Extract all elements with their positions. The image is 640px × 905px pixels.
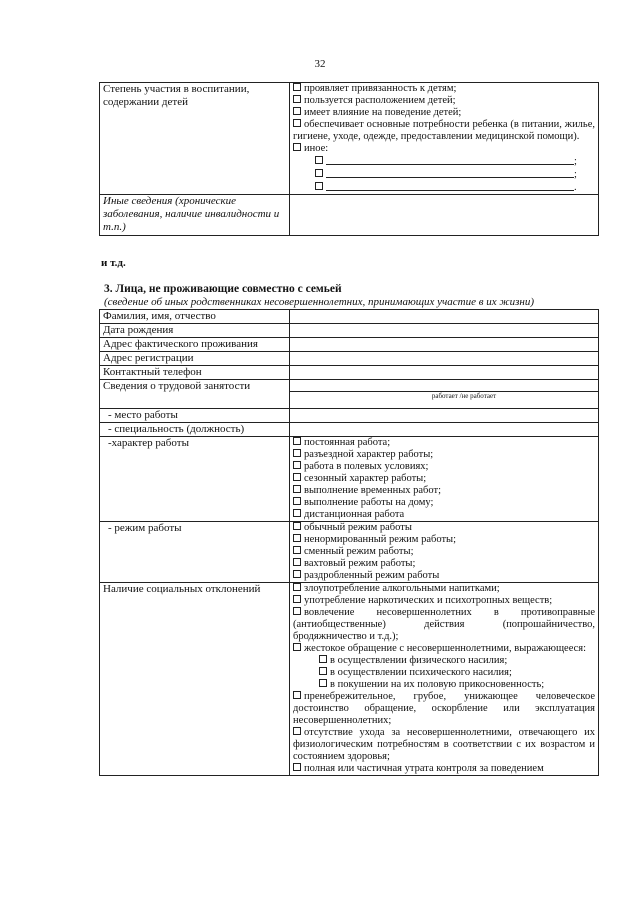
table-row <box>100 522 599 583</box>
option-seasonal[interactable]: сезонный характер работы; <box>293 473 595 485</box>
checkbox-icon <box>315 182 323 190</box>
etc-text: и т.д. <box>101 257 126 269</box>
checkbox-icon <box>293 119 301 127</box>
option-irregular[interactable]: ненормированный режим работы; <box>293 534 595 546</box>
option-regular[interactable]: обычный режим работы <box>293 522 595 534</box>
checkbox-icon <box>293 583 301 591</box>
option-shift[interactable]: сменный режим работы; <box>293 546 595 558</box>
checkbox-icon <box>293 522 301 530</box>
table-row <box>100 380 599 409</box>
checkbox-icon <box>319 667 327 675</box>
checkbox-icon <box>293 107 301 115</box>
checkbox-icon <box>293 595 301 603</box>
option-cruelty[interactable]: жестокое обращение с несовершеннолетними, выражающееся: <box>293 643 595 655</box>
option-traveling[interactable]: разъездной характер работы; <box>293 449 595 461</box>
participation-options <box>290 83 599 195</box>
option-involvement[interactable]: вовлечение несовершеннолетних в противоправные (антиобщественные) действия (попрошайничество, бродяжничество и т.д.); <box>293 607 595 642</box>
checkbox-icon <box>315 156 323 164</box>
checkbox-icon <box>293 763 301 771</box>
fio-label: Фамилия, имя, отчество <box>100 310 290 324</box>
checkbox-icon <box>293 497 301 505</box>
checkbox-icon <box>293 473 301 481</box>
checkbox-icon <box>293 95 301 103</box>
checkbox-icon <box>293 509 301 517</box>
option-psychological-violence[interactable]: в осуществлении психического насилия; <box>293 667 595 679</box>
option-field[interactable]: работа в полевых условиях; <box>293 461 595 473</box>
employment-label: Сведения о трудовой занятости <box>100 380 290 409</box>
table-row <box>100 310 599 324</box>
fio-value[interactable] <box>290 310 599 324</box>
work-character-label: -характер работы <box>100 437 290 522</box>
table-row <box>100 583 599 776</box>
checkbox-icon <box>293 485 301 493</box>
option-rotation[interactable]: вахтовый режим работы; <box>293 558 595 570</box>
birth-label: Дата рождения <box>100 324 290 338</box>
option-basic-needs[interactable]: обеспечивает основные потребности ребенка (в питании, жилье, гигиене, уходе, одежде, предоставлении медицинской помощи). <box>293 119 595 142</box>
work-regime-options <box>290 522 599 583</box>
option-drugs[interactable]: употребление наркотических и психотропных веществ; <box>293 595 595 607</box>
option-sexual-abuse[interactable]: в покушении на их половую прикосновенность; <box>293 679 595 691</box>
table-row <box>100 437 599 522</box>
social-label: Наличие социальных отклонений <box>100 583 290 776</box>
table-row <box>100 338 599 352</box>
checkbox-icon <box>293 643 301 651</box>
option-split[interactable]: раздробленный режим работы <box>293 570 595 582</box>
checkbox-icon <box>293 437 301 445</box>
other-line-2[interactable]: ; <box>293 168 595 181</box>
checkbox-icon <box>293 727 301 735</box>
other-line-1[interactable]: ; <box>293 155 595 168</box>
specialty-value[interactable] <box>290 423 599 437</box>
checkbox-icon <box>293 691 301 699</box>
option-influence[interactable]: имеет влияние на поведение детей; <box>293 107 595 119</box>
page-number: 32 <box>314 58 326 70</box>
option-loss-control[interactable]: полная или частичная утрата контроля за поведением <box>293 763 595 775</box>
employment-value <box>290 380 599 409</box>
checkbox-icon <box>319 655 327 663</box>
other-info-label: Иные сведения (хронические заболевания, наличие инвалидности и т.п.) <box>100 195 290 236</box>
participation-label: Степень участия в воспитании, содержании детей <box>100 83 290 195</box>
other-line-3[interactable]: . <box>293 181 595 194</box>
table-row <box>100 423 599 437</box>
table-row <box>100 195 599 236</box>
employment-field[interactable] <box>290 380 598 392</box>
option-physical-violence[interactable]: в осуществлении физического насилия; <box>293 655 595 667</box>
specialty-label: - специальность (должность) <box>100 423 290 437</box>
option-alcohol[interactable]: злоупотребление алкогольными напитками; <box>293 583 595 595</box>
checkbox-icon <box>319 679 327 687</box>
checkbox-icon <box>315 169 323 177</box>
workplace-label: - место работы <box>100 409 290 423</box>
checkbox-icon <box>293 143 301 151</box>
checkbox-icon <box>293 546 301 554</box>
checkbox-icon <box>293 558 301 566</box>
checkbox-icon <box>293 449 301 457</box>
option-temporary[interactable]: выполнение временных работ; <box>293 485 595 497</box>
checkbox-icon <box>293 607 301 615</box>
option-permanent[interactable]: постоянная работа; <box>293 437 595 449</box>
checkbox-icon <box>293 461 301 469</box>
phone-label: Контактный телефон <box>100 366 290 380</box>
table-row <box>100 352 599 366</box>
other-info-value[interactable] <box>290 195 599 236</box>
actual-address-label: Адрес фактического проживания <box>100 338 290 352</box>
table-row <box>100 366 599 380</box>
birth-value[interactable] <box>290 324 599 338</box>
actual-address-value[interactable] <box>290 338 599 352</box>
workplace-value[interactable] <box>290 409 599 423</box>
work-character-options <box>290 437 599 522</box>
table-row <box>100 409 599 423</box>
reg-address-value[interactable] <box>290 352 599 366</box>
option-attachment[interactable]: проявляет привязанность к детям; <box>293 83 595 95</box>
option-neglect[interactable]: пренебрежительное, грубое, унижающее человеческое достоинство обращение, оскорбление или эксплуатация несовершеннолетних; <box>293 691 595 726</box>
table-non-cohabiting <box>99 309 599 776</box>
checkbox-icon <box>293 534 301 542</box>
option-favor[interactable]: пользуется расположением детей; <box>293 95 595 107</box>
checkbox-icon <box>293 570 301 578</box>
option-other[interactable]: иное: <box>293 143 595 155</box>
table-relatives-participation <box>99 82 599 236</box>
section-title: 3. Лица, не проживающие совместно с семьей <box>104 283 342 295</box>
phone-value[interactable] <box>290 366 599 380</box>
checkbox-icon <box>293 83 301 91</box>
social-options <box>290 583 599 776</box>
option-no-care[interactable]: отсутствие ухода за несовершеннолетними, отвечающего их физиологическим потребностям в соответствии с их возрастом и состоянием здоровья; <box>293 727 595 762</box>
option-home[interactable]: выполнение работы на дому; <box>293 497 595 509</box>
section-subtitle: (сведение об иных родственниках несовершеннолетних, принимающих участие в их жизни) <box>104 296 535 308</box>
option-remote[interactable]: дистанционная работа <box>293 509 595 521</box>
table-row <box>100 324 599 338</box>
table-row <box>100 83 599 195</box>
employment-status-note: работает /не работает <box>431 392 497 400</box>
work-regime-label: - режим работы <box>100 522 290 583</box>
reg-address-label: Адрес регистрации <box>100 352 290 366</box>
